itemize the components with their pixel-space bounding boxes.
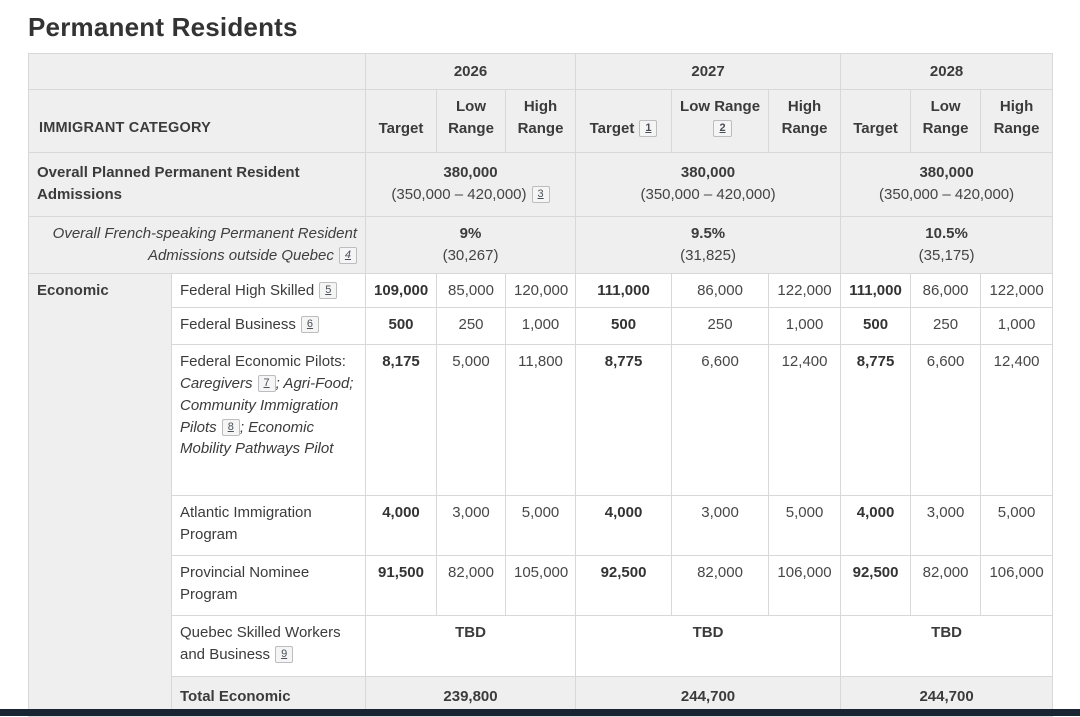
aip-2026-low: 3,000 — [437, 496, 506, 556]
federal-business-text: Federal Business — [180, 316, 296, 334]
footnote-link-7[interactable]: 7 — [258, 375, 276, 392]
pnp-row — [29, 556, 1053, 616]
total-2027-value: 244,700 — [576, 677, 841, 717]
fhs-2026-target: 109,000 — [366, 273, 437, 308]
overall-2027-value — [576, 152, 841, 216]
year-2028: 2028 — [841, 54, 1053, 90]
fb-2028-low: 250 — [911, 308, 981, 345]
federal-high-skilled-label — [172, 273, 366, 308]
pnp-2026-high: 105,000 — [506, 556, 576, 616]
fhs-2027-high: 122,000 — [769, 273, 841, 308]
pnp-2028-high: 106,000 — [981, 556, 1053, 616]
quebec-text: Quebec Skilled Workers and Business — [180, 624, 341, 663]
federal-business-label — [172, 308, 366, 345]
overall-2027-main: 380,000 — [680, 164, 736, 182]
fep-2026-target: 8,175 — [366, 345, 437, 496]
french-speaking-label — [29, 216, 366, 273]
pilots-agrifood-community: ; Agri-Food; Community Immigration Pilots — [180, 375, 354, 436]
year-header-row — [29, 54, 1053, 90]
quebec-2026-value: TBD — [366, 616, 576, 677]
high-range-2028-header: High Range — [981, 90, 1053, 153]
low-range-2027-header — [672, 90, 769, 153]
french-2028-main: 10.5% — [925, 224, 968, 242]
overall-admissions-row — [29, 152, 1053, 216]
federal-high-skilled-text: Federal High Skilled — [180, 281, 315, 299]
total-2028-value: 244,700 — [841, 677, 1053, 717]
pnp-2028-low: 82,000 — [911, 556, 981, 616]
fhs-2027-target: 111,000 — [576, 273, 672, 308]
overall-admissions-label: Overall Planned Permanent Resident Admissions — [29, 152, 366, 216]
fhs-2028-target: 111,000 — [841, 273, 911, 308]
aip-2028-target: 4,000 — [841, 496, 911, 556]
target-2026-header: Target — [366, 90, 437, 153]
french-2027-value — [576, 216, 841, 273]
total-2026-value: 239,800 — [366, 677, 576, 717]
quebec-label — [172, 616, 366, 677]
target-2027-label: Target — [589, 119, 635, 137]
footnote-link-1[interactable]: 1 — [639, 120, 657, 137]
pnp-label: Provincial Nominee Program — [172, 556, 366, 616]
fep-2028-high: 12,400 — [981, 345, 1053, 496]
pnp-2027-high: 106,000 — [769, 556, 841, 616]
fb-2026-target: 500 — [366, 308, 437, 345]
fb-2027-high: 1,000 — [769, 308, 841, 345]
aip-2027-target: 4,000 — [576, 496, 672, 556]
french-2028-sub: (35,175) — [918, 246, 975, 264]
aip-2027-low: 3,000 — [672, 496, 769, 556]
fb-2026-low: 250 — [437, 308, 506, 345]
pnp-2026-target: 91,500 — [366, 556, 437, 616]
fep-2028-target: 8,775 — [841, 345, 911, 496]
fb-2028-high: 1,000 — [981, 308, 1053, 345]
footnote-link-9[interactable]: 9 — [275, 646, 293, 663]
overall-2026-range-text: (350,000 – 420,000) — [391, 186, 527, 203]
aip-2028-low: 3,000 — [911, 496, 981, 556]
fb-2027-target: 500 — [576, 308, 672, 345]
fep-2026-high: 11,800 — [506, 345, 576, 496]
pnp-2027-low: 82,000 — [672, 556, 769, 616]
aip-2028-high: 5,000 — [981, 496, 1053, 556]
overall-2027-range-text: (350,000 – 420,000) — [640, 186, 776, 203]
fb-2028-target: 500 — [841, 308, 911, 345]
pnp-2027-target: 92,500 — [576, 556, 672, 616]
fhs-2026-low: 85,000 — [437, 273, 506, 308]
overall-2028-range-text: (350,000 – 420,000) — [879, 186, 1015, 203]
quebec-2028-value: TBD — [841, 616, 1053, 677]
federal-economic-pilots-label — [172, 345, 366, 496]
fb-2026-high: 1,000 — [506, 308, 576, 345]
target-2028-header: Target — [841, 90, 911, 153]
column-header-row — [29, 90, 1053, 153]
year-2026: 2026 — [366, 54, 576, 90]
overall-2026-main: 380,000 — [443, 164, 498, 182]
french-2026-sub: (30,267) — [442, 246, 499, 264]
overall-2026-range — [374, 184, 567, 206]
french-speaking-label-text: Overall French-speaking Permanent Resident Admissions outside Quebec — [52, 224, 357, 264]
footnote-link-8[interactable]: 8 — [222, 419, 240, 436]
french-2026-value — [366, 216, 576, 273]
pnp-2026-low: 82,000 — [437, 556, 506, 616]
french-2027-sub: (31,825) — [680, 246, 736, 264]
pilots-emp: ; Economic Mobility Pathways Pilot — [180, 418, 334, 458]
footnote-link-2[interactable]: 2 — [713, 120, 731, 137]
fhs-2028-low: 86,000 — [911, 273, 981, 308]
immigrant-category-header: IMMIGRANT CATEGORY — [29, 90, 366, 153]
overall-2028-main: 380,000 — [919, 164, 974, 182]
target-2027-header — [576, 90, 672, 153]
footnote-link-6[interactable]: 6 — [301, 316, 319, 333]
low-range-2026-header: Low Range — [437, 90, 506, 153]
french-2027-main: 9.5% — [690, 224, 726, 242]
high-range-2027-header: High Range — [769, 90, 841, 153]
aip-2027-high: 5,000 — [769, 496, 841, 556]
french-2026-main: 9% — [459, 224, 482, 242]
pnp-2028-target: 92,500 — [841, 556, 911, 616]
year-2027: 2027 — [576, 54, 841, 90]
pilots-prefix: Federal Economic Pilots: — [180, 353, 346, 371]
footnote-link-4[interactable]: 4 — [339, 247, 357, 264]
window-bottom-edge — [0, 709, 1080, 716]
atlantic-row — [29, 496, 1053, 556]
low-range-2027-label: Low Range — [680, 98, 761, 115]
aip-2026-high: 5,000 — [506, 496, 576, 556]
quebec-row — [29, 616, 1053, 677]
fep-2026-low: 5,000 — [437, 345, 506, 496]
total-economic-label: Total Economic — [172, 677, 366, 717]
fep-2027-target: 8,775 — [576, 345, 672, 496]
economic-group-label: Economic — [29, 273, 172, 717]
fhs-2027-low: 86,000 — [672, 273, 769, 308]
permanent-residents-table — [28, 53, 1053, 717]
overall-2028-value — [841, 152, 1053, 216]
fb-2027-low: 250 — [672, 308, 769, 345]
high-range-2026-header: High Range — [506, 90, 576, 153]
page-title: Permanent Residents — [28, 12, 298, 42]
federal-economic-pilots-row — [29, 345, 1053, 496]
year-header-spacer — [29, 54, 366, 90]
aip-2026-target: 4,000 — [366, 496, 437, 556]
quebec-2027-value: TBD — [576, 616, 841, 677]
atlantic-label: Atlantic Immigration Program — [172, 496, 366, 556]
pilots-caregivers: Caregivers — [180, 375, 253, 392]
fep-2027-low: 6,600 — [672, 345, 769, 496]
low-range-2028-header: Low Range — [911, 90, 981, 153]
footnote-link-5[interactable]: 5 — [319, 282, 337, 299]
fep-2027-high: 12,400 — [769, 345, 841, 496]
federal-business-row — [29, 308, 1053, 345]
footnote-link-3[interactable]: 3 — [532, 186, 550, 203]
fhs-2028-high: 122,000 — [981, 273, 1053, 308]
fhs-2026-high: 120,000 — [506, 273, 576, 308]
fep-2028-low: 6,600 — [911, 345, 981, 496]
overall-2026-value — [366, 152, 576, 216]
french-speaking-row — [29, 216, 1053, 273]
federal-high-skilled-row — [29, 273, 1053, 308]
french-2028-value — [841, 216, 1053, 273]
